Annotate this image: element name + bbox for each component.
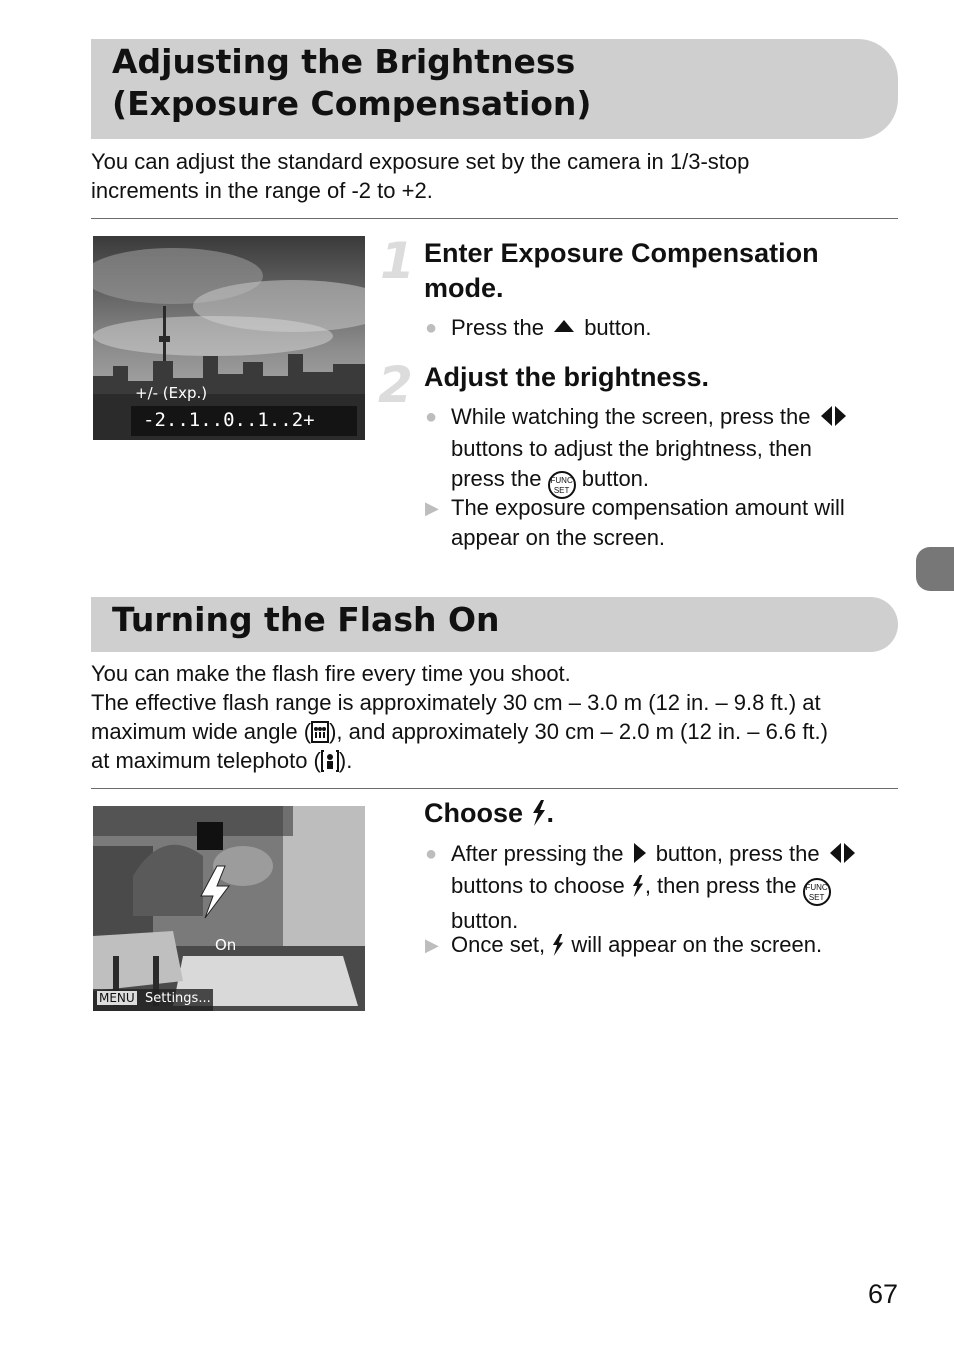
intro-line: The effective flash range is approximately 30 cm – 3.0 m (12 in. – 9.8 ft.) at [91,690,821,715]
step-heading-2: Adjust the brightness. [424,362,710,392]
exposure-intro [91,147,898,205]
intro-text: maximum wide angle ( [91,719,312,744]
settings-label: Settings... [145,991,211,1006]
flash-icon [551,934,565,956]
chapter-tab [916,547,954,591]
set-label: SET [553,486,570,495]
bullet-dot-icon: ● [425,317,438,339]
bullet-dot-icon: ● [425,406,438,428]
up-button-icon [554,320,574,332]
left-right-buttons-icon [830,841,855,871]
result-text: will appear on the screen. [571,932,823,957]
flash-icon [531,800,547,826]
flash-result [425,930,901,960]
intro-text: ). [338,748,353,773]
func-label: FUNC [805,883,828,892]
step2-result [425,493,901,553]
result-text: The exposure compensation amount will [451,495,845,520]
step-heading-line: mode. [424,273,504,303]
flash-step-heading [424,796,554,831]
intro-line: increments in the range of -2 to +2. [91,178,433,203]
menu-button-label: MENU [99,991,135,1005]
wide-angle-icon [311,721,329,743]
step1-bullet [425,313,652,343]
page-number: 67 [867,1279,898,1309]
bullet-text: After pressing the [451,841,624,866]
exposure-mode-label: +/- (Exp.) [135,384,208,402]
flash-bullet [425,839,901,936]
func-set-button-icon [803,878,831,906]
telephoto-icon [321,750,339,772]
result-arrow-icon: ▶ [425,935,439,955]
exposure-scale: -2..1..0..1..2+ [143,409,315,431]
flash-intro [91,659,906,775]
bullet-text: button. [581,466,650,491]
intro-line [91,746,906,775]
step-heading-1 [424,236,819,306]
step2-bullet [425,402,901,499]
exposure-screen-image [93,236,365,440]
intro-text: ), and approximately 30 cm – 2.0 m (12 in. – 6.6 ft.) [329,719,828,744]
intro-line: You can adjust the standard exposure set by the camera in 1/3-stop [91,149,750,174]
bullet-dot-icon: ● [425,843,438,865]
set-label: SET [808,893,825,902]
section-title-flash: Turning the Flash On [112,600,500,639]
func-label: FUNC [550,476,573,485]
result-text: Once set, [451,932,546,957]
title-line-2: (Exposure Compensation) [112,84,592,123]
intro-line: You can make the flash fire every time you shoot. [91,661,571,686]
step-heading-text: . [546,798,555,828]
bullet-text: press the [451,466,542,491]
bullet-text: button. [451,908,519,933]
divider [91,788,898,789]
bullet-text: button, press the [655,841,820,866]
bullet-text: button. [584,315,652,340]
result-arrow-icon: ▶ [425,498,439,518]
intro-text: at maximum telephoto ( [91,748,321,773]
step-number-1: 1 [380,232,415,290]
divider [91,218,898,219]
step-heading-line: Enter Exposure Compensation [424,238,819,268]
bullet-text: buttons to adjust the brightness, then [451,436,812,461]
result-text: appear on the screen. [451,525,666,550]
bullet-text: While watching the screen, press the [451,404,811,429]
flash-screen-image [93,806,365,1011]
flash-on-label: On [215,936,237,954]
step-heading-text: Choose [424,798,524,828]
intro-line [91,717,906,746]
bullet-text: Press the [451,315,544,340]
bullet-text: buttons to choose [451,873,625,898]
left-right-buttons-icon [821,404,846,434]
dining-room-illustration [93,806,365,1011]
right-button-icon [634,843,646,863]
step-number-2: 2 [378,356,413,414]
bullet-text: , then press the [644,873,797,898]
flash-icon [631,875,645,897]
section-title-exposure [112,41,592,125]
title-line-1: Adjusting the Brightness [112,42,576,81]
